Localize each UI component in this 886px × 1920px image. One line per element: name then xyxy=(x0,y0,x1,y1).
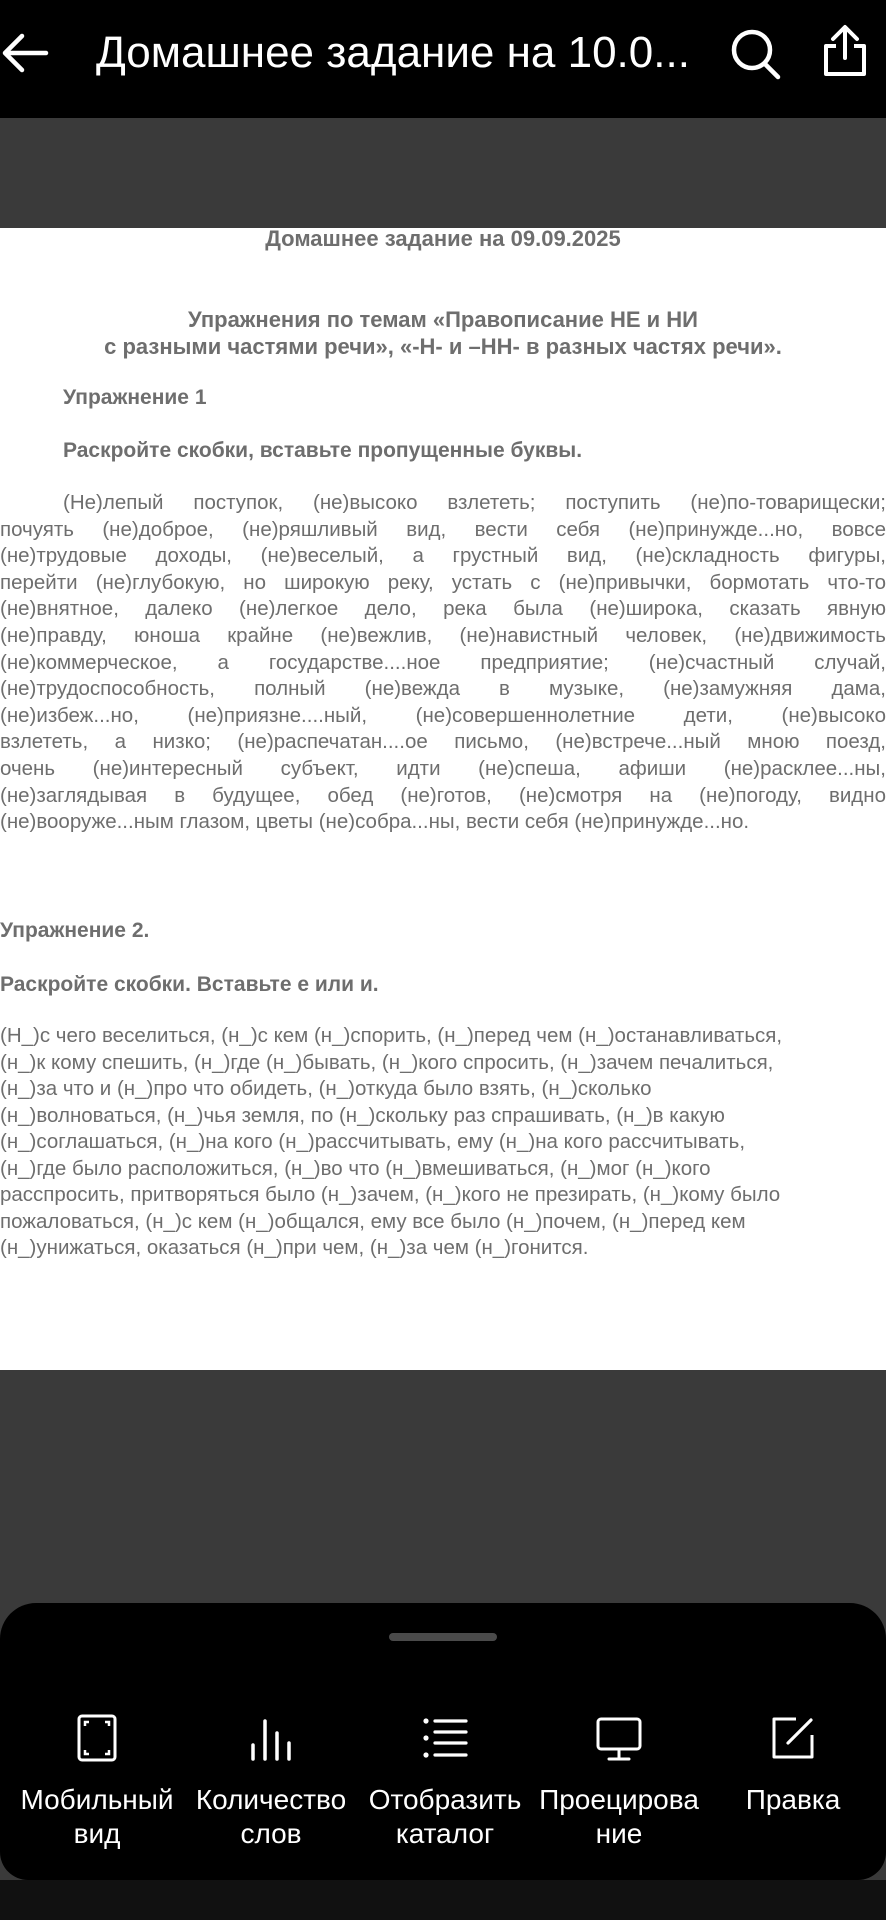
text-line: (не)заглядывая в будущее, обед (не)готов, (не)смотря на (не)погоду, видно xyxy=(0,783,886,807)
word-count-label: Количество слов xyxy=(195,1784,347,1849)
monitor-icon xyxy=(594,1713,644,1763)
document-date-title: Домашнее задание на 09.09.2025 xyxy=(265,228,621,251)
text-line: (не)правду, юноша крайне (не)вежлив, (не)навистный человек, (не)движимость xyxy=(0,623,886,647)
text-line: (н_)волноваться, (н_)чья земля, по (н_)скольку раз спрашивать, (н_)в какую xyxy=(0,1103,725,1127)
text-line: (н_)за что и (н_)про что обидеть, (н_)откуда было взять, (н_)сколько xyxy=(0,1077,652,1100)
show-catalog-button[interactable] xyxy=(360,1713,530,1863)
projection-label: Проецирова ние xyxy=(539,1784,699,1849)
search-icon[interactable] xyxy=(728,24,782,82)
text-line: (н_)к кому спешить, (н_)где (н_)бывать, (н_)кого спросить, (н_)зачем печалиться, xyxy=(0,1050,774,1074)
exercise-2-text xyxy=(0,1023,886,1262)
arrow-left-icon[interactable] xyxy=(0,22,56,84)
text-line: (н_)соглашаться, (н_)на кого (н_)рассчитывать, ему (н_)на кого рассчитывать, xyxy=(0,1130,746,1153)
exercise-1-task: Раскройте скобки, вставьте пропущенные буквы. xyxy=(63,439,583,462)
text-line: (н_)где было расположиться, (н_)во что (н_)вмешиваться, (н_)мог (н_)кого xyxy=(0,1156,711,1180)
text-line: (не)коммерческое, а государстве....ное предприятие; (не)счастный случай, xyxy=(0,650,886,674)
document-topic xyxy=(0,306,886,360)
topic-line-2: с разными частями речи», «-Н- и –НН- в разных частях речи». xyxy=(104,334,782,359)
document-page xyxy=(0,228,886,1370)
bottom-action-panel xyxy=(0,1603,886,1880)
text-line: перейти (не)глубокую, но широкую реку, устать с (не)привычки, бормотать что-то xyxy=(0,570,886,594)
document-title: Домашнее задание на 10.0... xyxy=(96,28,690,77)
edit-icon xyxy=(768,1713,818,1763)
top-bar xyxy=(0,0,886,118)
system-bottom-strip xyxy=(0,1880,886,1920)
mobile-view-button[interactable] xyxy=(12,1713,182,1863)
mobile-view-label: Мобильный вид xyxy=(20,1784,174,1849)
edit-label: Правка xyxy=(745,1784,841,1815)
topic-line-1: Упражнения по темам «Правописание НЕ и НИ xyxy=(188,307,698,332)
text-line: расспросить, притворяться было (н_)зачем, (н_)кого не презирать, (н_)кому было xyxy=(0,1183,781,1206)
exercise-2-task: Раскройте скобки. Вставьте е или и. xyxy=(0,973,379,996)
text-line: (н_)унижаться, оказаться (н_)при чем, (н_)за чем (н_)гонится. xyxy=(0,1236,589,1259)
text-line: (Н_)с чего веселиться, (н_)с кем (н_)спорить, (н_)перед чем (н_)останавливаться, xyxy=(0,1024,783,1047)
fullscreen-icon xyxy=(72,1713,122,1763)
list-icon xyxy=(420,1713,470,1763)
text-line: взлететь, а низко; (не)распечатан....ое письмо, (не)встрече...ный мною поезд, xyxy=(0,730,886,754)
text-line: (не)вооруже...ным глазом, цветы (не)собра...ны, вести себя (не)принужде...но. xyxy=(0,810,750,834)
text-line: (Не)лепый поступок, (не)высоко взлететь; поступить (не)по-товарищески; xyxy=(63,491,886,514)
bar-chart-icon xyxy=(246,1713,296,1763)
text-line: (не)внятное, далеко (не)легкое дело, река была (не)широка, сказать явную xyxy=(0,597,886,621)
word-count-button[interactable] xyxy=(186,1713,356,1863)
drag-handle[interactable] xyxy=(389,1633,497,1641)
share-icon[interactable] xyxy=(820,22,870,82)
text-line: почуять (не)доброе, (не)ряшливый вид, вести себя (не)принужде...но, вовсе xyxy=(0,517,886,541)
text-line: (не)трудовые доходы, (не)веселый, а грустный вид, (не)складность фигуры, xyxy=(0,544,886,568)
exercise-1-text xyxy=(0,490,886,836)
edit-button[interactable] xyxy=(708,1713,878,1863)
text-line: (не)трудоспособность, полный (не)вежда в музыке, (не)замужняя дама, xyxy=(0,677,886,701)
show-catalog-label: Отобразить каталог xyxy=(368,1784,522,1849)
text-line: (не)избеж...но, (не)приязне....ный, (не)совершеннолетние дети, (не)высоко xyxy=(0,703,886,727)
text-line: очень (не)интересный субъект, идти (не)спеша, афиши (не)раcклее...ны, xyxy=(0,756,886,780)
text-line: пожаловаться, (н_)с кем (н_)общался, ему все было (н_)почем, (н_)перед кем xyxy=(0,1209,746,1233)
exercise-1-title: Упражнение 1 xyxy=(63,386,207,409)
exercise-2-title: Упражнение 2. xyxy=(0,919,150,942)
projection-button[interactable] xyxy=(534,1713,704,1863)
